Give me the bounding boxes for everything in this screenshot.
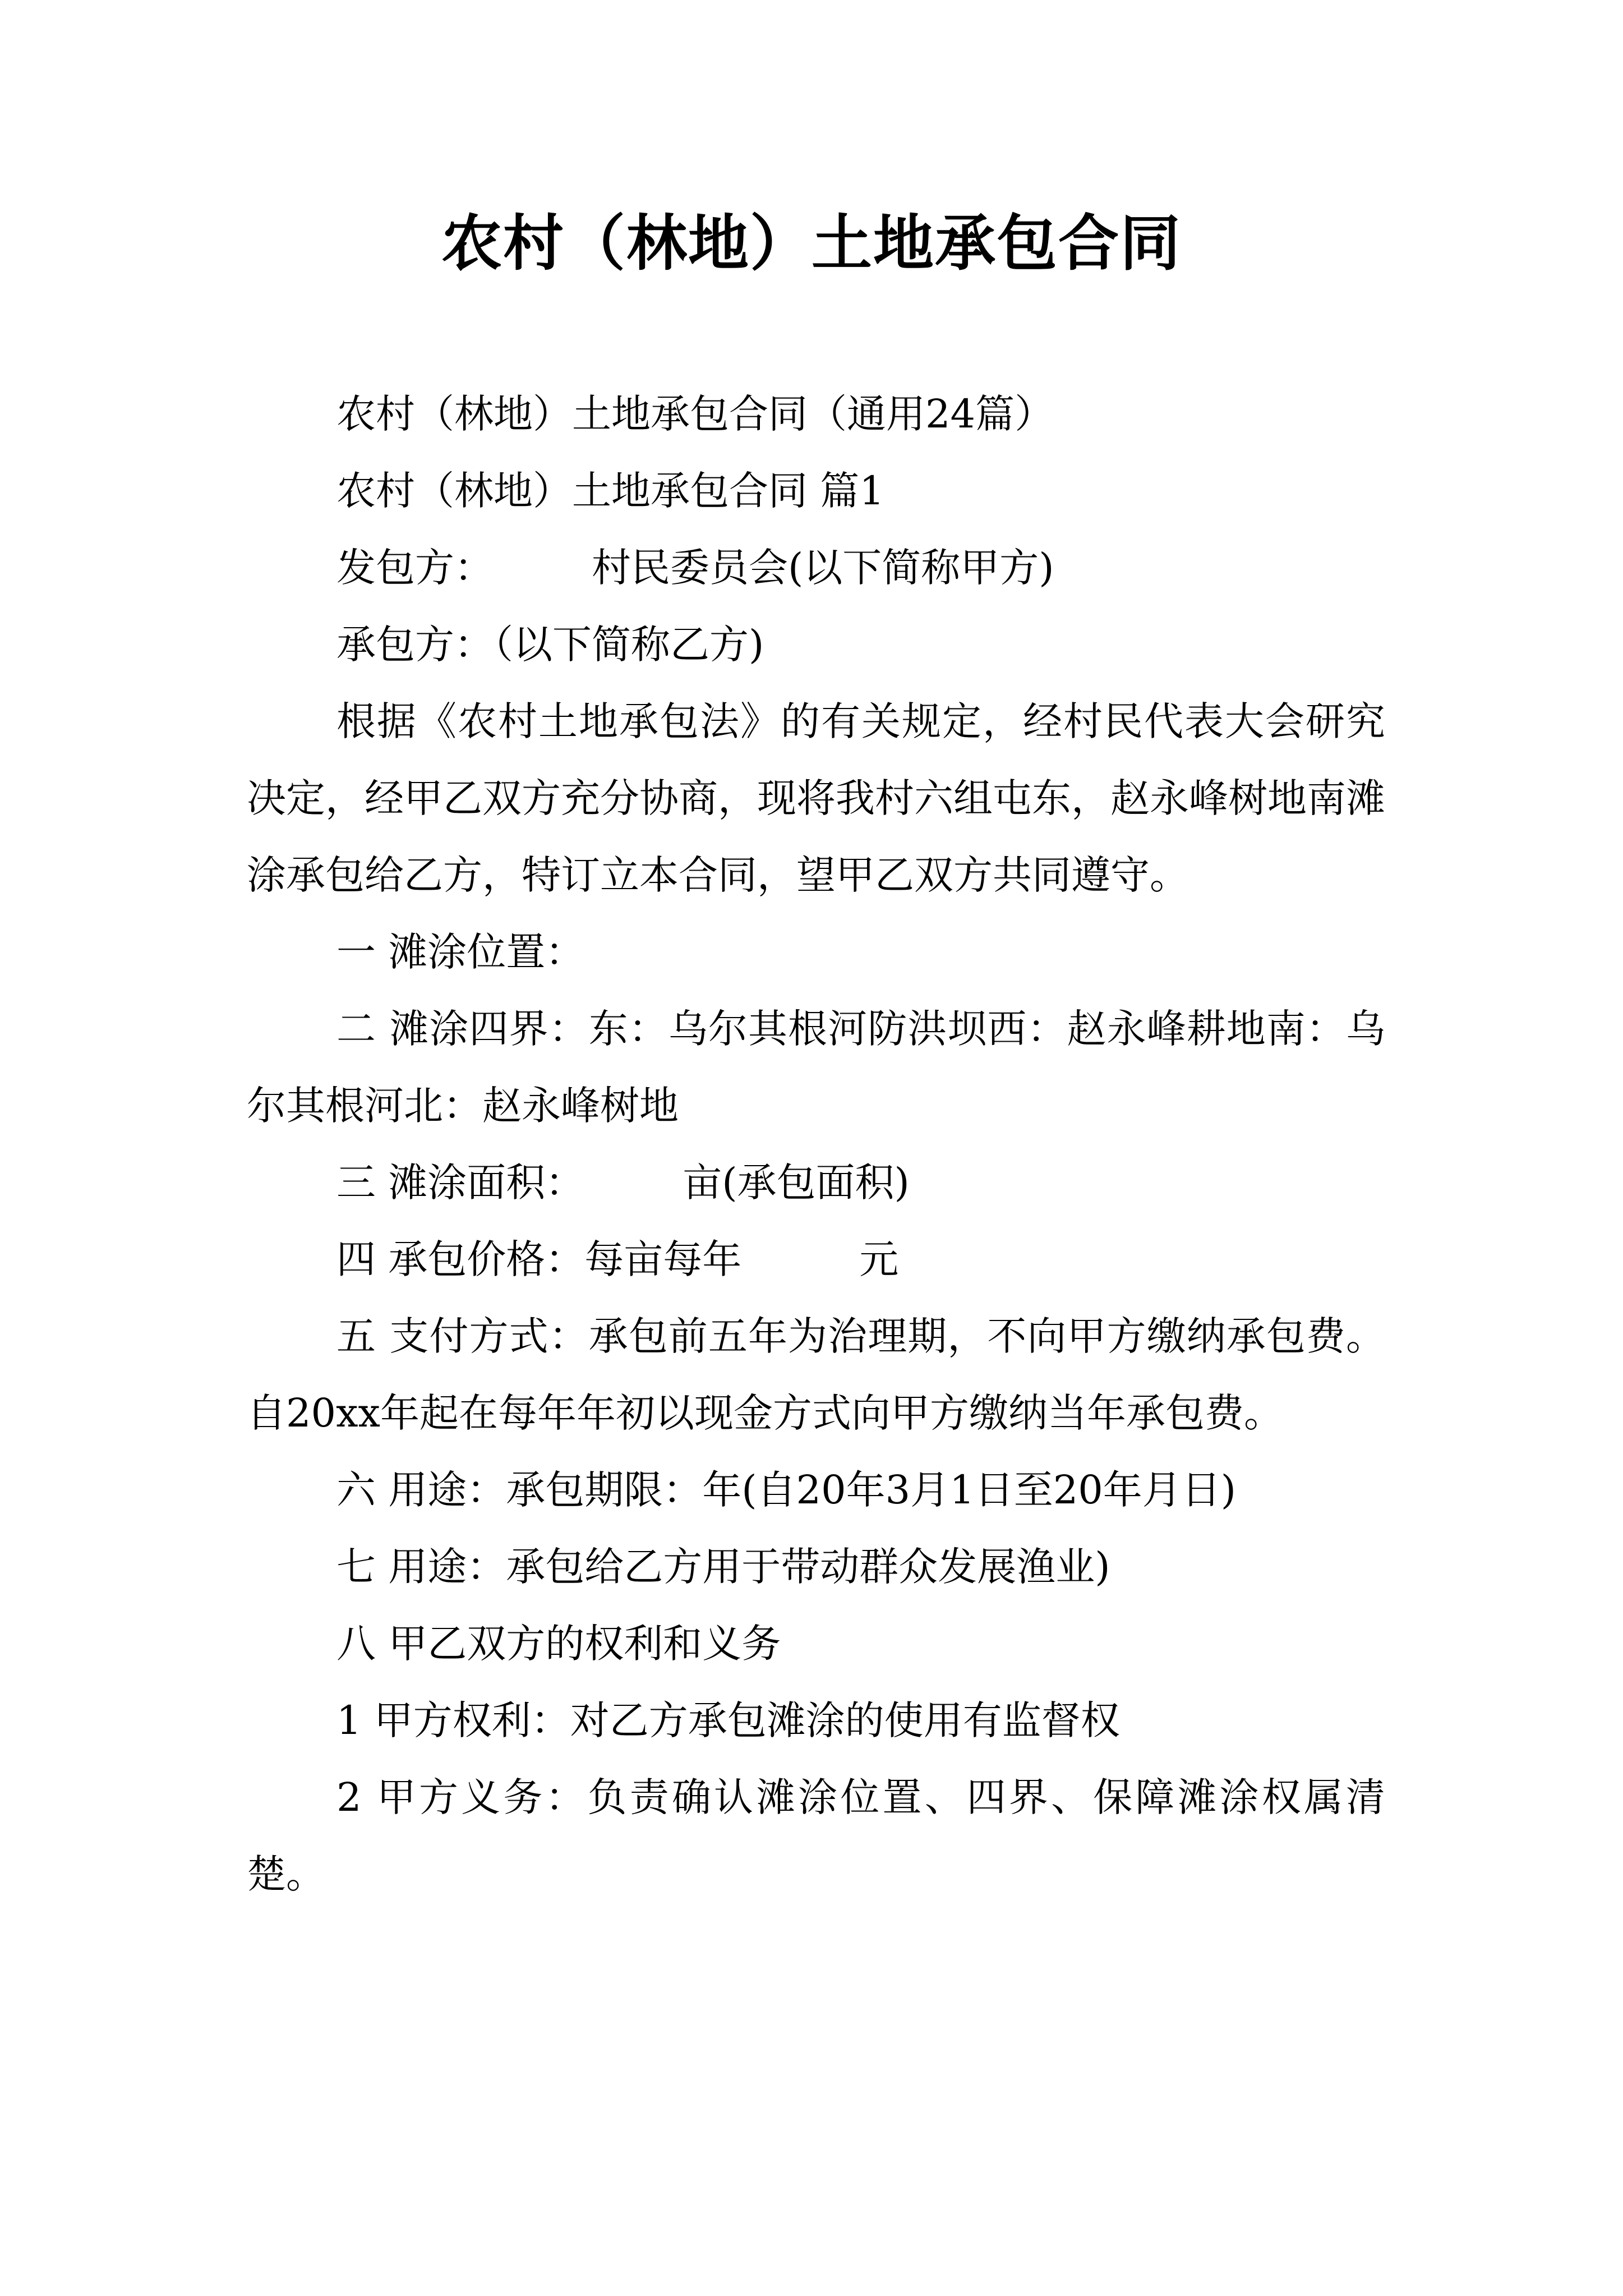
paragraph-collection-title: 农村（林地）土地承包合同（通用24篇） <box>336 391 1054 437</box>
paragraph-clause-3: 三 滩涂面积： 亩(承包面积) <box>336 1159 910 1205</box>
paragraph-party-b: 承包方：（以下简称乙方) <box>336 622 764 668</box>
paragraph-item-1: 1 甲方权利：对乙方承包滩涂的使用有监督权 <box>336 1697 1120 1743</box>
document-title: 农村（林地）土地承包合同 <box>441 209 1182 279</box>
paragraph-preamble: 根据《农村土地承包法》的有关规定，经村民代表大会研究决定，经甲乙双方充分协商，现将我村六组屯东，赵永峰树地南滩涂承包给乙方，特订立本合同，望甲乙双方共同遵守。 <box>247 698 1385 898</box>
paragraph-clause-1: 一 滩涂位置： <box>336 929 585 975</box>
paragraph-clause-7: 七 用途：承包给乙方用于带动群众发展渔业) <box>336 1544 1110 1590</box>
paragraph-clause-4: 四 承包价格：每亩每年 元 <box>336 1236 899 1282</box>
paragraph-section-heading: 农村（林地）土地承包合同 篇1 <box>336 468 884 514</box>
paragraph-clause-5: 五 支付方式：承包前五年为治理期，不向甲方缴纳承包费。自20xx年起在每年年初以现金方式向甲方缴纳当年承包费。 <box>247 1313 1385 1436</box>
paragraph-clause-6: 六 用途：承包期限：年(自20年3月1日至20年月日) <box>336 1467 1237 1513</box>
paragraph-clause-8: 八 甲乙双方的权利和义务 <box>336 1621 781 1667</box>
document-body <box>247 376 1385 1913</box>
paragraph-party-a: 发包方： 村民委员会(以下简称甲方) <box>336 545 1054 591</box>
paragraph-item-2: 2 甲方义务：负责确认滩涂位置、四界、保障滩涂权属清楚。 <box>247 1774 1385 1897</box>
paragraph-clause-2: 二 滩涂四界：东：乌尔其根河防洪坝西：赵永峰耕地南：乌尔其根河北：赵永峰树地 <box>247 1006 1385 1129</box>
